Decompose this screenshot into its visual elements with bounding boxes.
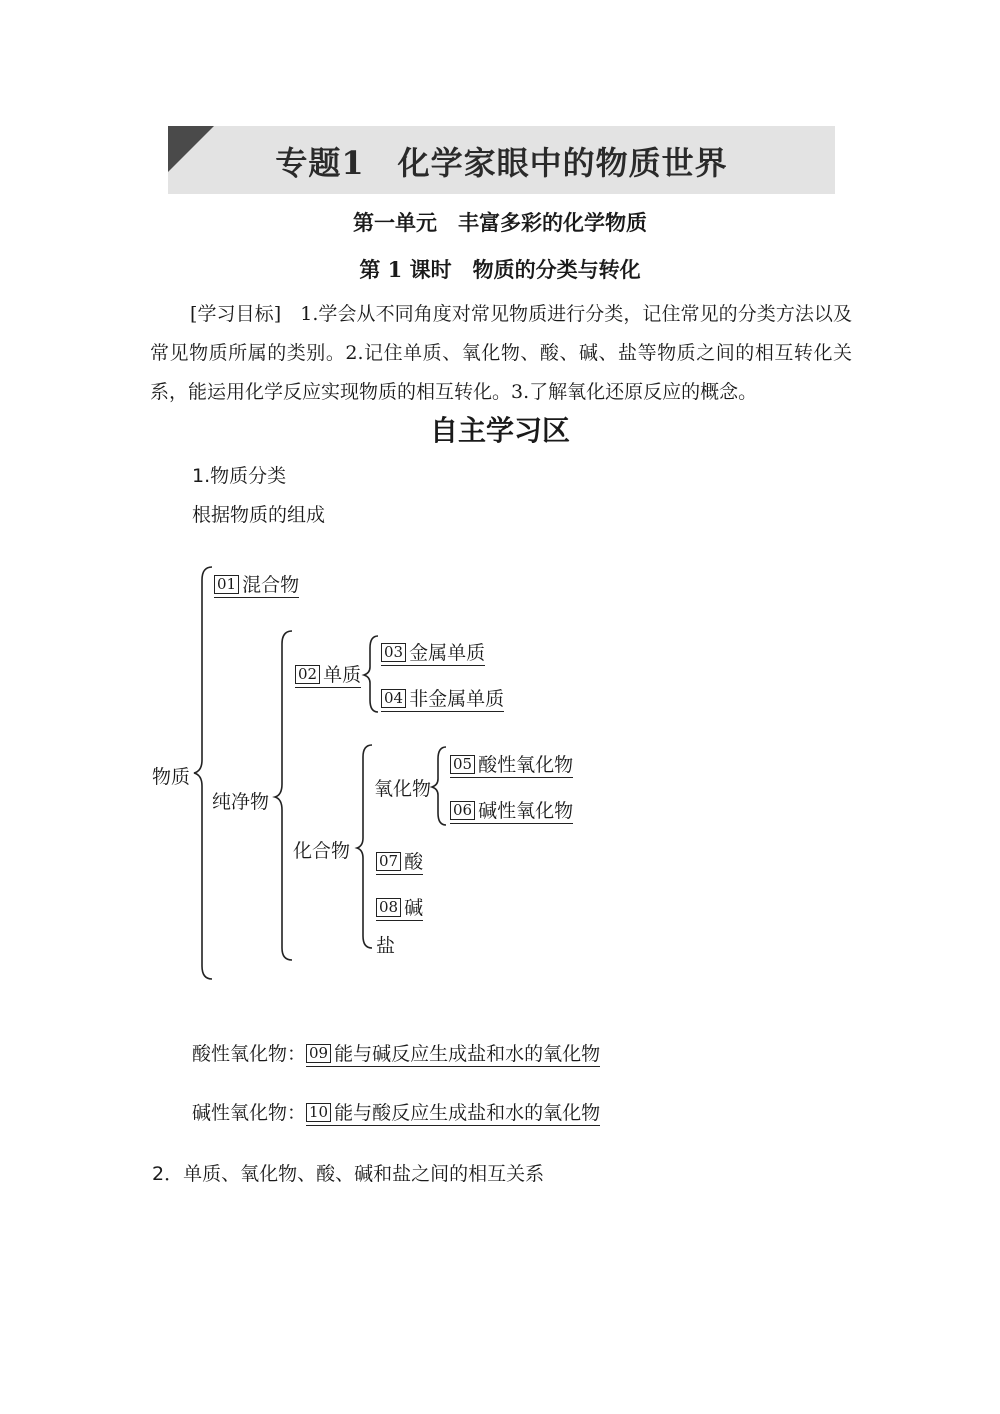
section1-subheading: 根据物质的组成 bbox=[192, 504, 326, 526]
blank-number: 05 bbox=[450, 755, 475, 774]
blank-number: 06 bbox=[450, 801, 475, 820]
definition-blank bbox=[306, 1102, 600, 1126]
nonmetal-label: 非金属单质 bbox=[409, 688, 505, 710]
brace-oxide bbox=[432, 747, 446, 825]
tree-base bbox=[376, 893, 423, 920]
section2-heading: 2．单质、氧化物、酸、碱和盐之间的相互关系 bbox=[152, 1163, 545, 1185]
tree-acidic-oxide bbox=[450, 750, 573, 777]
definition-term: 酸性氧化物： bbox=[192, 1043, 307, 1065]
basic-oxide-blank bbox=[450, 800, 573, 824]
goals-label: [学习目标] bbox=[190, 303, 282, 325]
base-label: 碱 bbox=[404, 897, 424, 919]
definition-blank bbox=[306, 1043, 600, 1067]
chapter-title: 专题1 化学家眼中的物质世界 bbox=[275, 144, 728, 182]
brace-pure bbox=[275, 631, 292, 960]
blank-number: 07 bbox=[376, 852, 401, 871]
tree-pure-substance: 纯净物 bbox=[212, 791, 270, 813]
blank-number: 03 bbox=[381, 643, 406, 662]
definition-term: 碱性氧化物： bbox=[192, 1102, 307, 1124]
basic-oxide-label: 碱性氧化物 bbox=[478, 800, 574, 822]
acid-label: 酸 bbox=[404, 851, 424, 873]
definition-text: 能与碱反应生成盐和水的氧化物 bbox=[334, 1043, 601, 1065]
tree-nonmetal-element bbox=[381, 684, 504, 711]
definition-text: 能与酸反应生成盐和水的氧化物 bbox=[334, 1102, 601, 1124]
unit-title: 第一单元 丰富多彩的化学物质 bbox=[353, 210, 647, 235]
goals-text: 1.学会从不同角度对常见物质进行分类，记住常见的分类方法以及常见物质所属的类别。2.记住单质、氧化物、酸、碱、盐等物质之间的相互转化关系，能运用化学反应实现物质的相互转化。3.了解氧化还原反应的概念。 bbox=[150, 303, 852, 403]
brace-element bbox=[364, 636, 378, 712]
tree-metal-element bbox=[381, 638, 485, 665]
blank-number: 04 bbox=[381, 689, 406, 708]
blank-number: 01 bbox=[214, 575, 239, 594]
blank-number: 08 bbox=[376, 898, 401, 917]
tree-basic-oxide bbox=[450, 796, 573, 823]
definition-acidic-oxide bbox=[192, 1039, 600, 1066]
section1-heading: 1.物质分类 bbox=[192, 465, 287, 487]
element-label: 单质 bbox=[323, 664, 362, 686]
brace-compound bbox=[357, 745, 372, 948]
tree-salt: 盐 bbox=[376, 935, 396, 957]
blank-number: 10 bbox=[306, 1103, 331, 1122]
acidic-oxide-blank bbox=[450, 754, 573, 778]
blank-number: 09 bbox=[306, 1044, 331, 1063]
tree-oxide: 氧化物 bbox=[374, 778, 432, 800]
tree-mixture bbox=[214, 570, 299, 597]
tree-acid bbox=[376, 847, 423, 874]
tree-element bbox=[295, 660, 361, 687]
definition-basic-oxide bbox=[192, 1098, 600, 1125]
blank-number: 02 bbox=[295, 665, 320, 684]
mixture-label: 混合物 bbox=[242, 574, 300, 596]
acidic-oxide-label: 酸性氧化物 bbox=[478, 754, 574, 776]
zone-title: 自主学习区 bbox=[429, 414, 570, 447]
tree-root-matter: 物质 bbox=[152, 766, 191, 788]
brace-root bbox=[194, 567, 212, 979]
tree-compound: 化合物 bbox=[293, 840, 351, 862]
element-blank bbox=[295, 664, 361, 688]
metal-label: 金属单质 bbox=[409, 642, 486, 664]
metal-blank bbox=[381, 642, 485, 666]
acid-blank bbox=[376, 851, 423, 875]
lesson-title: 第 1 课时 物质的分类与转化 bbox=[359, 257, 641, 282]
nonmetal-blank bbox=[381, 688, 504, 712]
base-blank bbox=[376, 897, 423, 921]
mixture-blank bbox=[214, 574, 299, 598]
